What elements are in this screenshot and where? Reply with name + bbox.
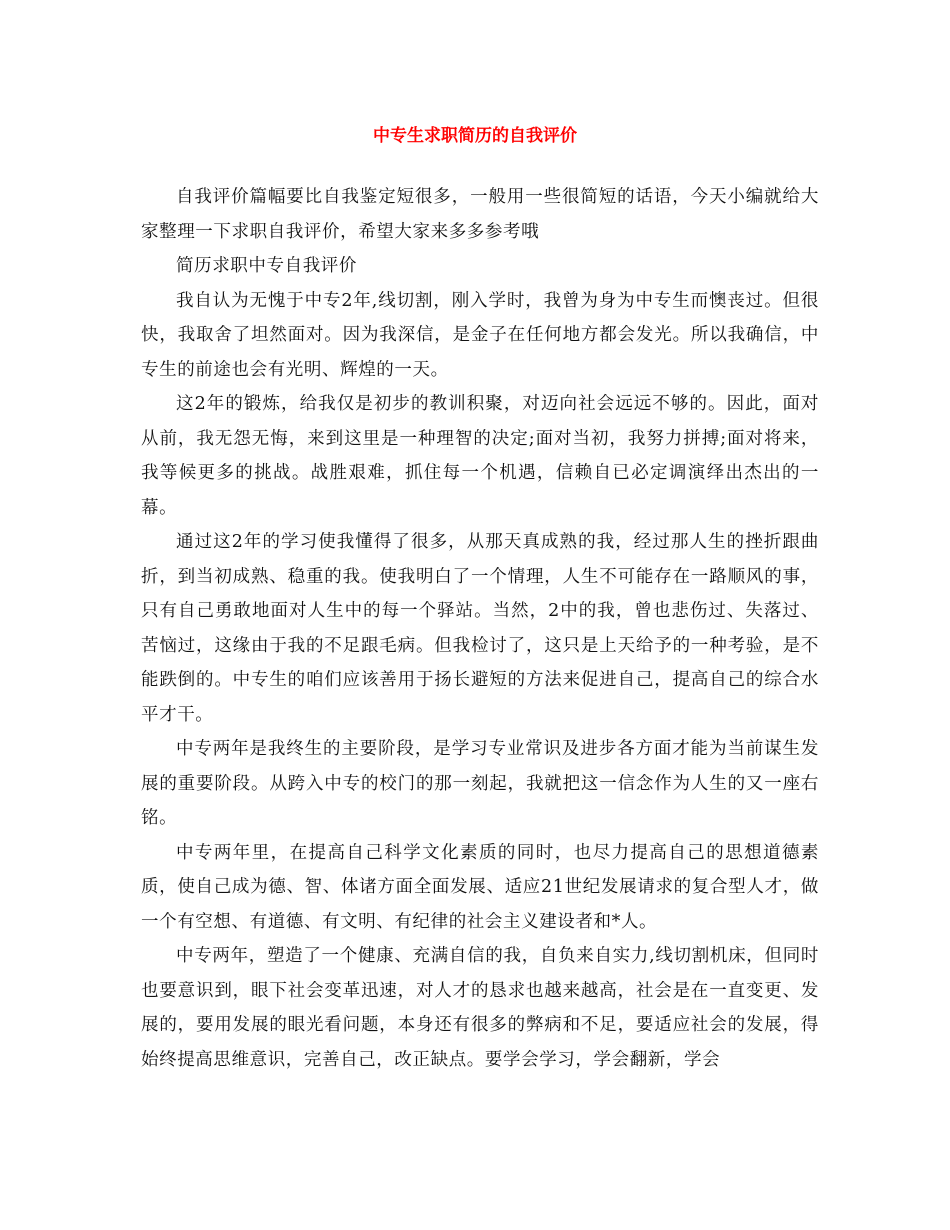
paragraph: 通过这2年的学习使我懂得了很多，从那天真成熟的我，经过那人生的挫折跟曲折，到当初成熟、稳重的我。使我明白了一个情理，人生不可能存在一路顺风的事，只有自己勇敢地面对人生中的每一个驿站。当然，2中的我，曾也悲伤过、失落过、苦恼过，这缘由于我的不足跟毛病。但我检讨了，这只是上天给予的一种考验，是不能跌倒的。中专生的咱们应该善用于扬长避短的方法来促进自己，提高自己的综合水平才干。 xyxy=(141,532,819,725)
paragraph-intro: 自我评价篇幅要比自我鉴定短很多，一般用一些很简短的话语，今天小编就给大家整理一下求职自我评价，希望大家来多多参考哦 xyxy=(141,187,819,242)
paragraph: 中专两年，塑造了一个健康、充满自信的我，自负来自实力,线切割机床，但同时也要意识到，眼下社会变革迅速，对人才的恳求也越来越高，社会是在一直变更、发展的，要用发展的眼光看问题，本身还有很多的弊病和不足，要适应社会的发展，得始终提高思维意识，完善自己，改正缺点。要学会学习，学会翻新，学会 xyxy=(141,946,819,1070)
paragraph: 我自认为无愧于中专2年,线切割，刚入学时，我曾为身为中专生而懊丧过。但很快，我取舍了坦然面对。因为我深信，是金子在任何地方都会发光。所以我确信，中专生的前途也会有光明、辉煌的一天。 xyxy=(141,290,819,380)
document-body xyxy=(141,180,819,1077)
paragraph-subheading: 简历求职中专自我评价 xyxy=(176,256,357,276)
paragraph: 中专两年是我终生的主要阶段，是学习专业常识及进步各方面才能为当前谋生发展的重要阶段。从跨入中专的校门的那一刻起，我就把这一信念作为人生的又一座右铭。 xyxy=(141,739,819,828)
paragraph: 中专两年里，在提高自己科学文化素质的同时，也尽力提高自己的思想道德素质，使自己成为德、智、体诸方面全面发展、适应21世纪发展请求的复合型人才，做一个有空想、有道德、有文明、有纪律的社会主义建设者和*人。 xyxy=(141,842,819,932)
paragraph: 这2年的锻炼，给我仅是初步的教训积聚，对迈向社会远远不够的。因此，面对从前，我无怨无悔，来到这里是一种理智的决定;面对当初，我努力拼搏;面对将来，我等候更多的挑战。战胜艰难，抓住每一个机遇，信赖自已必定调演绎出杰出的一幕。 xyxy=(141,394,819,518)
document-title: 中专生求职简历的自我评价 xyxy=(373,126,577,146)
